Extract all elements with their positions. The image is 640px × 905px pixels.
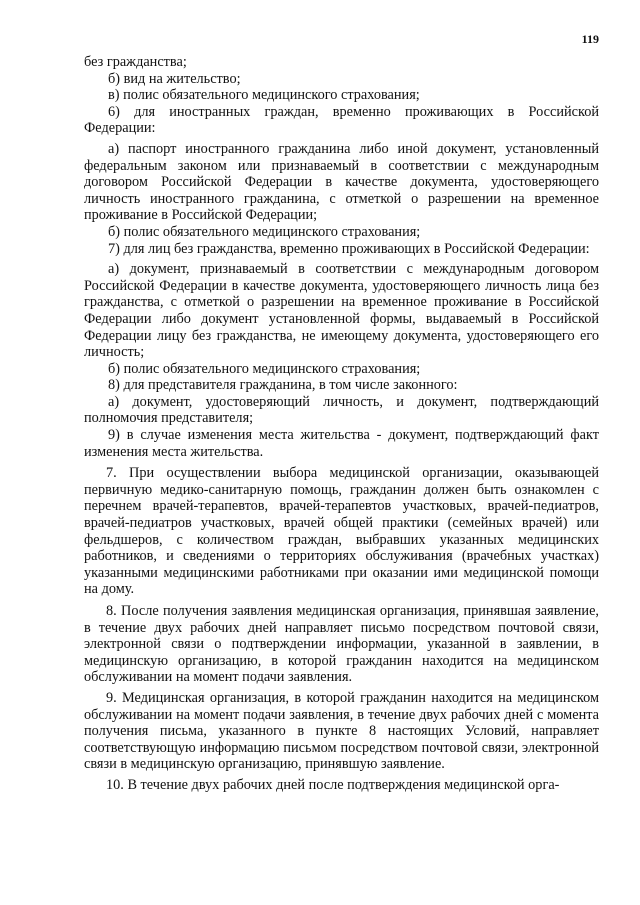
paragraph-section-9: 9) в случае изменения места жительства - документ, подтверждающий факт изменения места жительства. — [84, 427, 599, 460]
paragraph-point-10: 10. В течение двух рабочих дней после подтверждения медицинской орга- — [106, 776, 560, 793]
document-text — [84, 54, 599, 794]
paragraph-point-9: 9. Медицинская организация, в которой гражданин находится на медицинском обслуживании на момент подачи заявления, в течение двух рабочих дней с момента получения письма, указанного в пункте 8 настоящих Условий, направляет соответствующую информацию письмом посредством почтовой связи, электронной связи в медицинскую организацию, принявшую заявление. — [84, 689, 599, 773]
paragraph-6-b: б) полис обязательного медицинского страхования; — [108, 223, 421, 240]
paragraph-point-8: 8. После получения заявления медицинская организация, принявшая заявление, в течение двух рабочих дней направляет письмо посредством почтовой связи, электронной связи о подтверждении информации, указанной в заявлении, в медицинскую организацию, в которой гражданин находится на медицинском обслуживании на момент подачи заявления. — [84, 603, 599, 686]
paragraph-point-7: 7. При осуществлении выбора медицинской организации, оказывающей первичную медико-санитарную помощь, гражданин должен быть ознакомлен с перечнем врачей-терапевтов, врачей-терапевтов участковых, врачей-педиатров, врачей-педиатров участковых, врачей общей практики (семейных врачей) или фельдшеров, с количеством граждан, выбравших указанных медицинских работников, и сведениями о территориях обслуживания (врачебных участках) указанными медицинскими работниками при оказании ими медицинской помощи на дому. — [84, 465, 599, 598]
paragraph-section-7: 7) для лиц без гражданства, временно проживающих в Российской Федерации: — [108, 240, 590, 257]
paragraph-7-b: б) полис обязательного медицинского страхования; — [108, 360, 421, 377]
paragraph-item-b: б) вид на жительство; — [108, 70, 241, 87]
page-number: 119 — [581, 32, 599, 46]
page-bottom-margin — [0, 845, 640, 905]
paragraph-8-a: а) документ, удостоверяющий личность, и документ, подтверждающий полномочия представителя; — [84, 393, 599, 427]
paragraph-continuation: без гражданства; — [84, 54, 187, 70]
paragraph-7-a: а) документ, признаваемый в соответствии с международным договором Российской Федерации в качестве документа, удостоверяющего личность лица без гражданства, с отметкой о разрешении на временное проживание в Российской Федерации либо документ установленной формы, выдаваемый в Российской Федерации лицу без гражданства, не имеющему документа, удостоверяющего его личность; — [84, 261, 599, 361]
paragraph-6-a: а) паспорт иностранного гражданина либо иной документ, установленный федеральным законом или признаваемый в соответствии с международным договором Российской Федерации в качестве документа, удостоверяющего личность иностранного гражданина, с отметкой о разрешении на временное проживание в Российской Федерации; — [84, 140, 599, 224]
paragraph-section-8: 8) для представителя гражданина, в том числе законного: — [108, 377, 458, 394]
paragraph-section-6: 6) для иностранных граждан, временно проживающих в Российской Федерации: — [84, 103, 599, 137]
paragraph-item-v: в) полис обязательного медицинского страхования; — [108, 87, 420, 104]
